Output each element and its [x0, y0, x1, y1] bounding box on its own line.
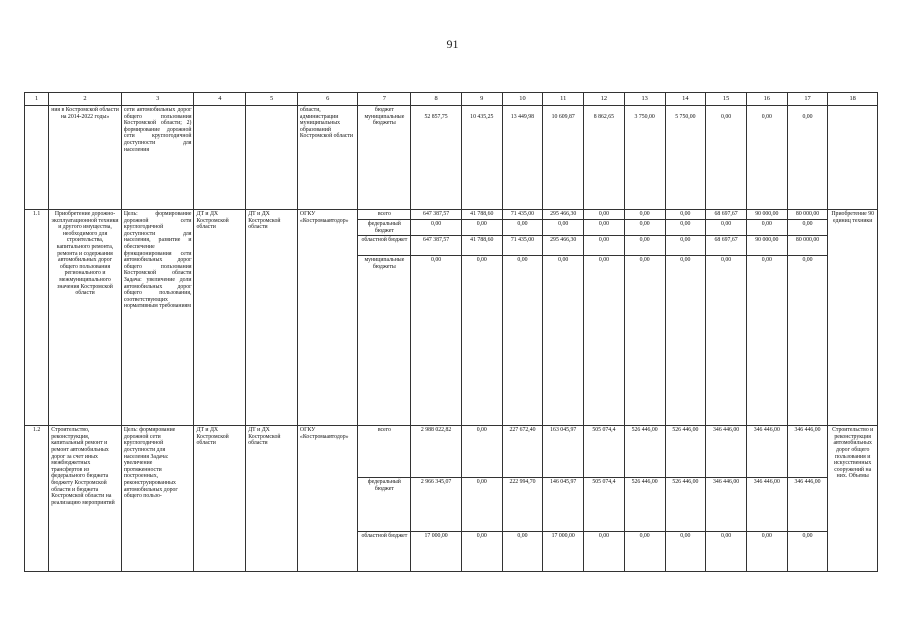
column-header: 17 — [787, 93, 828, 106]
source-label: федеральный бюджет — [358, 220, 411, 236]
source-label: областной бюджет — [358, 236, 411, 256]
value-cell: 346 446,00 — [706, 478, 747, 532]
source-label: федеральный бюджет — [358, 478, 411, 532]
value-cell: 0,00 — [543, 220, 584, 236]
value-cell: 68 697,67 — [706, 210, 747, 220]
goal-cell: сети автомобильных дорог общего пользования Костромской области; 2) формирование дорожной сети круглогодичной доступности для населения — [121, 106, 194, 210]
value-cell: 2 988 022,82 — [411, 426, 462, 478]
continuation-row — [25, 106, 878, 210]
value-cell: 0,00 — [461, 532, 502, 572]
value-cell: 5 750,00 — [665, 106, 706, 210]
column-header: 18 — [828, 93, 878, 106]
value-cell: 0,00 — [706, 256, 747, 426]
column-header: 14 — [665, 93, 706, 106]
column-header: 3 — [121, 93, 194, 106]
value-cell: 17 000,00 — [411, 532, 462, 572]
source-cell — [358, 106, 411, 210]
value-cell: 0,00 — [706, 220, 747, 236]
value-cell: 0,00 — [787, 532, 828, 572]
column-header: 12 — [584, 93, 625, 106]
value-cell: 0,00 — [706, 106, 747, 210]
value-cell: 0,00 — [746, 220, 787, 236]
value-cell: 0,00 — [461, 426, 502, 478]
value-cell: 526 446,00 — [665, 426, 706, 478]
column-header: 9 — [461, 93, 502, 106]
value-cell: 13 449,98 — [502, 106, 543, 210]
value-cell: 146 045,97 — [543, 478, 584, 532]
value-cell: 90 000,00 — [746, 210, 787, 220]
value-cell: 0,00 — [502, 532, 543, 572]
value-cell: 227 672,40 — [502, 426, 543, 478]
value-cell: 0,00 — [461, 478, 502, 532]
column-header: 7 — [358, 93, 411, 106]
value-cell: 0,00 — [706, 532, 747, 572]
value-cell: 0,00 — [665, 256, 706, 426]
value-cell: 0,00 — [665, 210, 706, 220]
column-header: 15 — [706, 93, 747, 106]
value-cell: 0,00 — [543, 256, 584, 426]
column-header: 11 — [543, 93, 584, 106]
value-cell: 0,00 — [461, 220, 502, 236]
value-cell: 8 862,65 — [584, 106, 625, 210]
goal-text: Цель: формирование дорожной сети круглогодичной доступности для населения Задача: увеличение протяженности построенных, реконструированных автомобильных дорог общего пользо- — [121, 426, 194, 572]
value-cell: 0,00 — [624, 256, 665, 426]
value-cell: 0,00 — [411, 220, 462, 236]
value-cell: 295 466,30 — [543, 236, 584, 256]
executor-cell: ДТ и ДХ Костромской области — [246, 426, 298, 572]
value-cell: 0,00 — [624, 532, 665, 572]
value-cell: 346 446,00 — [787, 426, 828, 478]
column-header: 6 — [297, 93, 358, 106]
row-1-1-total — [25, 210, 878, 220]
value-cell: 647 387,57 — [411, 210, 462, 220]
value-cell: 17 000,00 — [543, 532, 584, 572]
value-cell: 346 446,00 — [706, 426, 747, 478]
column-header: 13 — [624, 93, 665, 106]
value-cell: 526 446,00 — [624, 478, 665, 532]
value-cell: 0,00 — [746, 106, 787, 210]
value-cell: 0,00 — [411, 256, 462, 426]
executor-cell: ОГКУ «Костромаавтодор» — [297, 210, 358, 426]
value-cell: 2 966 345,07 — [411, 478, 462, 532]
column-header: 5 — [246, 93, 298, 106]
column-header: 16 — [746, 93, 787, 106]
column-header: 2 — [49, 93, 122, 106]
column-header: 10 — [502, 93, 543, 106]
value-cell: 647 387,57 — [411, 236, 462, 256]
source-label: всего — [358, 426, 411, 478]
value-cell: 0,00 — [746, 256, 787, 426]
column-header: 4 — [194, 93, 246, 106]
budget-table — [24, 92, 878, 572]
result-cell: Приобретение 90 единиц техники — [828, 210, 878, 426]
value-cell: 0,00 — [584, 532, 625, 572]
value-cell: 346 446,00 — [787, 478, 828, 532]
value-cell: 526 446,00 — [665, 478, 706, 532]
value-cell: 222 994,70 — [502, 478, 543, 532]
value-cell: 0,00 — [584, 210, 625, 220]
value-cell: 163 045,97 — [543, 426, 584, 478]
column-number-row — [25, 93, 878, 106]
goal-text: Цель: формирование дорожной сети круглогодичной доступности для населения, развитие и обеспечение функционирования сети автомобильных дорог общего пользования Костромской области Задача: увеличение доли автомобильных дорог общего пользования, соответствующих нормативным требованиям — [121, 210, 194, 426]
value-cell: 68 697,67 — [706, 236, 747, 256]
value-cell: 10 435,25 — [461, 106, 502, 210]
executor-cell: ОГКУ «Костромаавтодор» — [297, 426, 358, 572]
value-cell: 0,00 — [624, 236, 665, 256]
value-cell: 505 074,4 — [584, 478, 625, 532]
value-cell: 346 446,00 — [746, 426, 787, 478]
value-cell: 0,00 — [665, 236, 706, 256]
executor-cell: ДТ и ДХ Костромской области — [194, 210, 246, 426]
value-cell: 3 750,00 — [624, 106, 665, 210]
source-label: муниципальные бюджеты — [364, 113, 405, 127]
value-cell: 505 074,4 — [584, 426, 625, 478]
value-cell: 71 435,00 — [502, 236, 543, 256]
value-cell: 526 446,00 — [624, 426, 665, 478]
value-cell: 10 609,87 — [543, 106, 584, 210]
source-label-prev: бюджет — [374, 107, 394, 113]
value-cell: 0,00 — [665, 532, 706, 572]
value-cell: 0,00 — [787, 220, 828, 236]
value-cell: 0,00 — [746, 532, 787, 572]
result-cell: Строительство и реконструкция автомобильных дорог общего пользования и искусственных сооружений на них. Объемы — [828, 426, 878, 572]
value-cell: 0,00 — [584, 256, 625, 426]
program-name-cell: ния в Костромской области на 2014-2022 годы» — [49, 106, 122, 210]
value-cell: 0,00 — [584, 236, 625, 256]
value-cell: 0,00 — [584, 220, 625, 236]
column-header: 8 — [411, 93, 462, 106]
value-cell: 41 788,60 — [461, 236, 502, 256]
measure-name: Приобретение дорожно-эксплуатационной техники и другого имущества, необходимого для строительства, капитального ремонта, ремонта и содержания автомобильных дорог общего пользования регионального и межмуниципального значения Костромской области — [49, 210, 122, 426]
row-number: 1.2 — [25, 426, 49, 572]
measure-name: Строительство, реконструкция, капитальный ремонт и ремонт автомобильных дорог за счет иных межбюджетных трансфертов из федерального бюджета бюджету Костромской области и бюджета Костромской области на реализацию мероприятий — [49, 426, 122, 572]
value-cell: 0,00 — [502, 220, 543, 236]
value-cell: 0,00 — [461, 256, 502, 426]
source-label: всего — [358, 210, 411, 220]
value-cell: 90 000,00 — [746, 236, 787, 256]
value-cell: 80 000,00 — [787, 236, 828, 256]
page-number: 91 — [446, 37, 459, 51]
value-cell: 346 446,00 — [746, 478, 787, 532]
value-cell: 0,00 — [787, 256, 828, 426]
row-1-2-total — [25, 426, 878, 478]
row-number: 1.1 — [25, 210, 49, 426]
executor-cell: области, администрации муниципальных образований Костромской области — [297, 106, 358, 210]
value-cell: 0,00 — [624, 210, 665, 220]
value-cell: 41 788,60 — [461, 210, 502, 220]
value-cell: 0,00 — [787, 106, 828, 210]
value-cell: 0,00 — [665, 220, 706, 236]
value-cell: 71 435,00 — [502, 210, 543, 220]
source-label: областной бюджет — [358, 532, 411, 572]
column-header: 1 — [25, 93, 49, 106]
value-cell: 52 857,75 — [411, 106, 462, 210]
value-cell: 295 466,30 — [543, 210, 584, 220]
value-cell: 0,00 — [624, 220, 665, 236]
value-cell: 80 000,00 — [787, 210, 828, 220]
source-label: муниципальные бюджеты — [358, 256, 411, 426]
executor-cell: ДТ и ДХ Костромской области — [194, 426, 246, 572]
executor-cell: ДТ и ДХ Костромской области — [246, 210, 298, 426]
value-cell: 0,00 — [502, 256, 543, 426]
